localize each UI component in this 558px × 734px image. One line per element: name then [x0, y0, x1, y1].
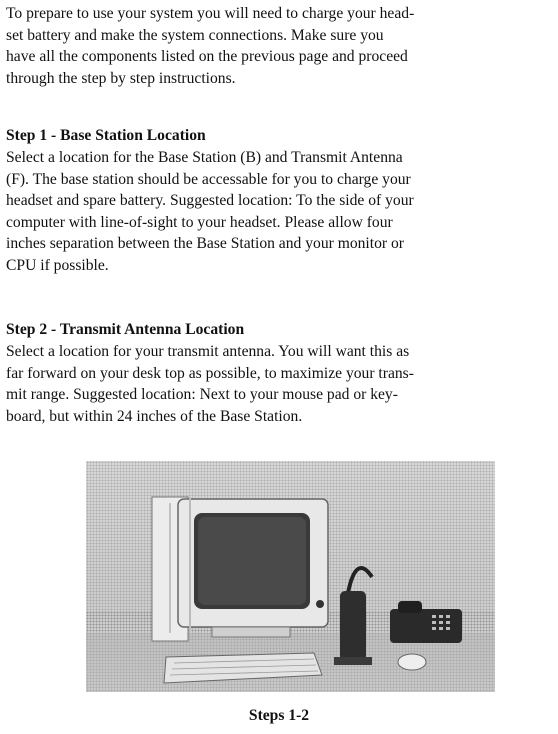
intro-line: set battery and make the system connections. Make sure you [6, 26, 384, 44]
base-station [340, 591, 366, 661]
intro-line: To prepare to use your system you will need to charge your head- [6, 5, 415, 22]
headset-earpiece [316, 600, 324, 608]
step1-line: computer with line-of-sight to your headset. Please allow four [6, 213, 393, 231]
step1-line: (F). The base station should be accessable for you to charge your [6, 170, 411, 188]
step2-line: board, but within 24 inches of the Base Station. [6, 407, 303, 425]
step2-heading: Step 2 - Transmit Antenna Location [6, 321, 245, 338]
step2-line: far forward on your desk top as possible, to maximize your trans- [6, 364, 414, 382]
intro-paragraph [6, 3, 552, 89]
step1-heading: Step 1 - Base Station Location [6, 127, 206, 144]
step1-line: headset and spare battery. Suggested location: To the side of your [6, 192, 414, 209]
step1-paragraph [6, 147, 552, 276]
telephone-keypad [432, 615, 450, 630]
step1-line: Select a location for the Base Station (B) and Transmit Antenna [6, 149, 403, 166]
monitor-stand [212, 627, 290, 637]
intro-line: through the step by step instructions. [6, 69, 236, 87]
figure-caption: Steps 1-2 [248, 707, 310, 724]
intro-line: have all the components listed on the previous page and proceed [6, 48, 408, 65]
base-station-foot [334, 657, 372, 665]
step1-line: inches separation between the Base Station and your monitor or [6, 235, 404, 252]
step2-line: mit range. Suggested location: Next to your mouse pad or key- [6, 386, 398, 403]
step2-paragraph [6, 341, 552, 427]
setup-photo [86, 461, 495, 692]
step2-line: Select a location for your transmit antenna. You will want this as [6, 343, 410, 360]
telephone [390, 609, 462, 643]
mouse [398, 654, 426, 670]
computer-desk-illustration [86, 461, 495, 692]
telephone-handset [398, 601, 422, 613]
step1-line: CPU if possible. [6, 256, 109, 274]
monitor-screen-inner [198, 517, 306, 605]
